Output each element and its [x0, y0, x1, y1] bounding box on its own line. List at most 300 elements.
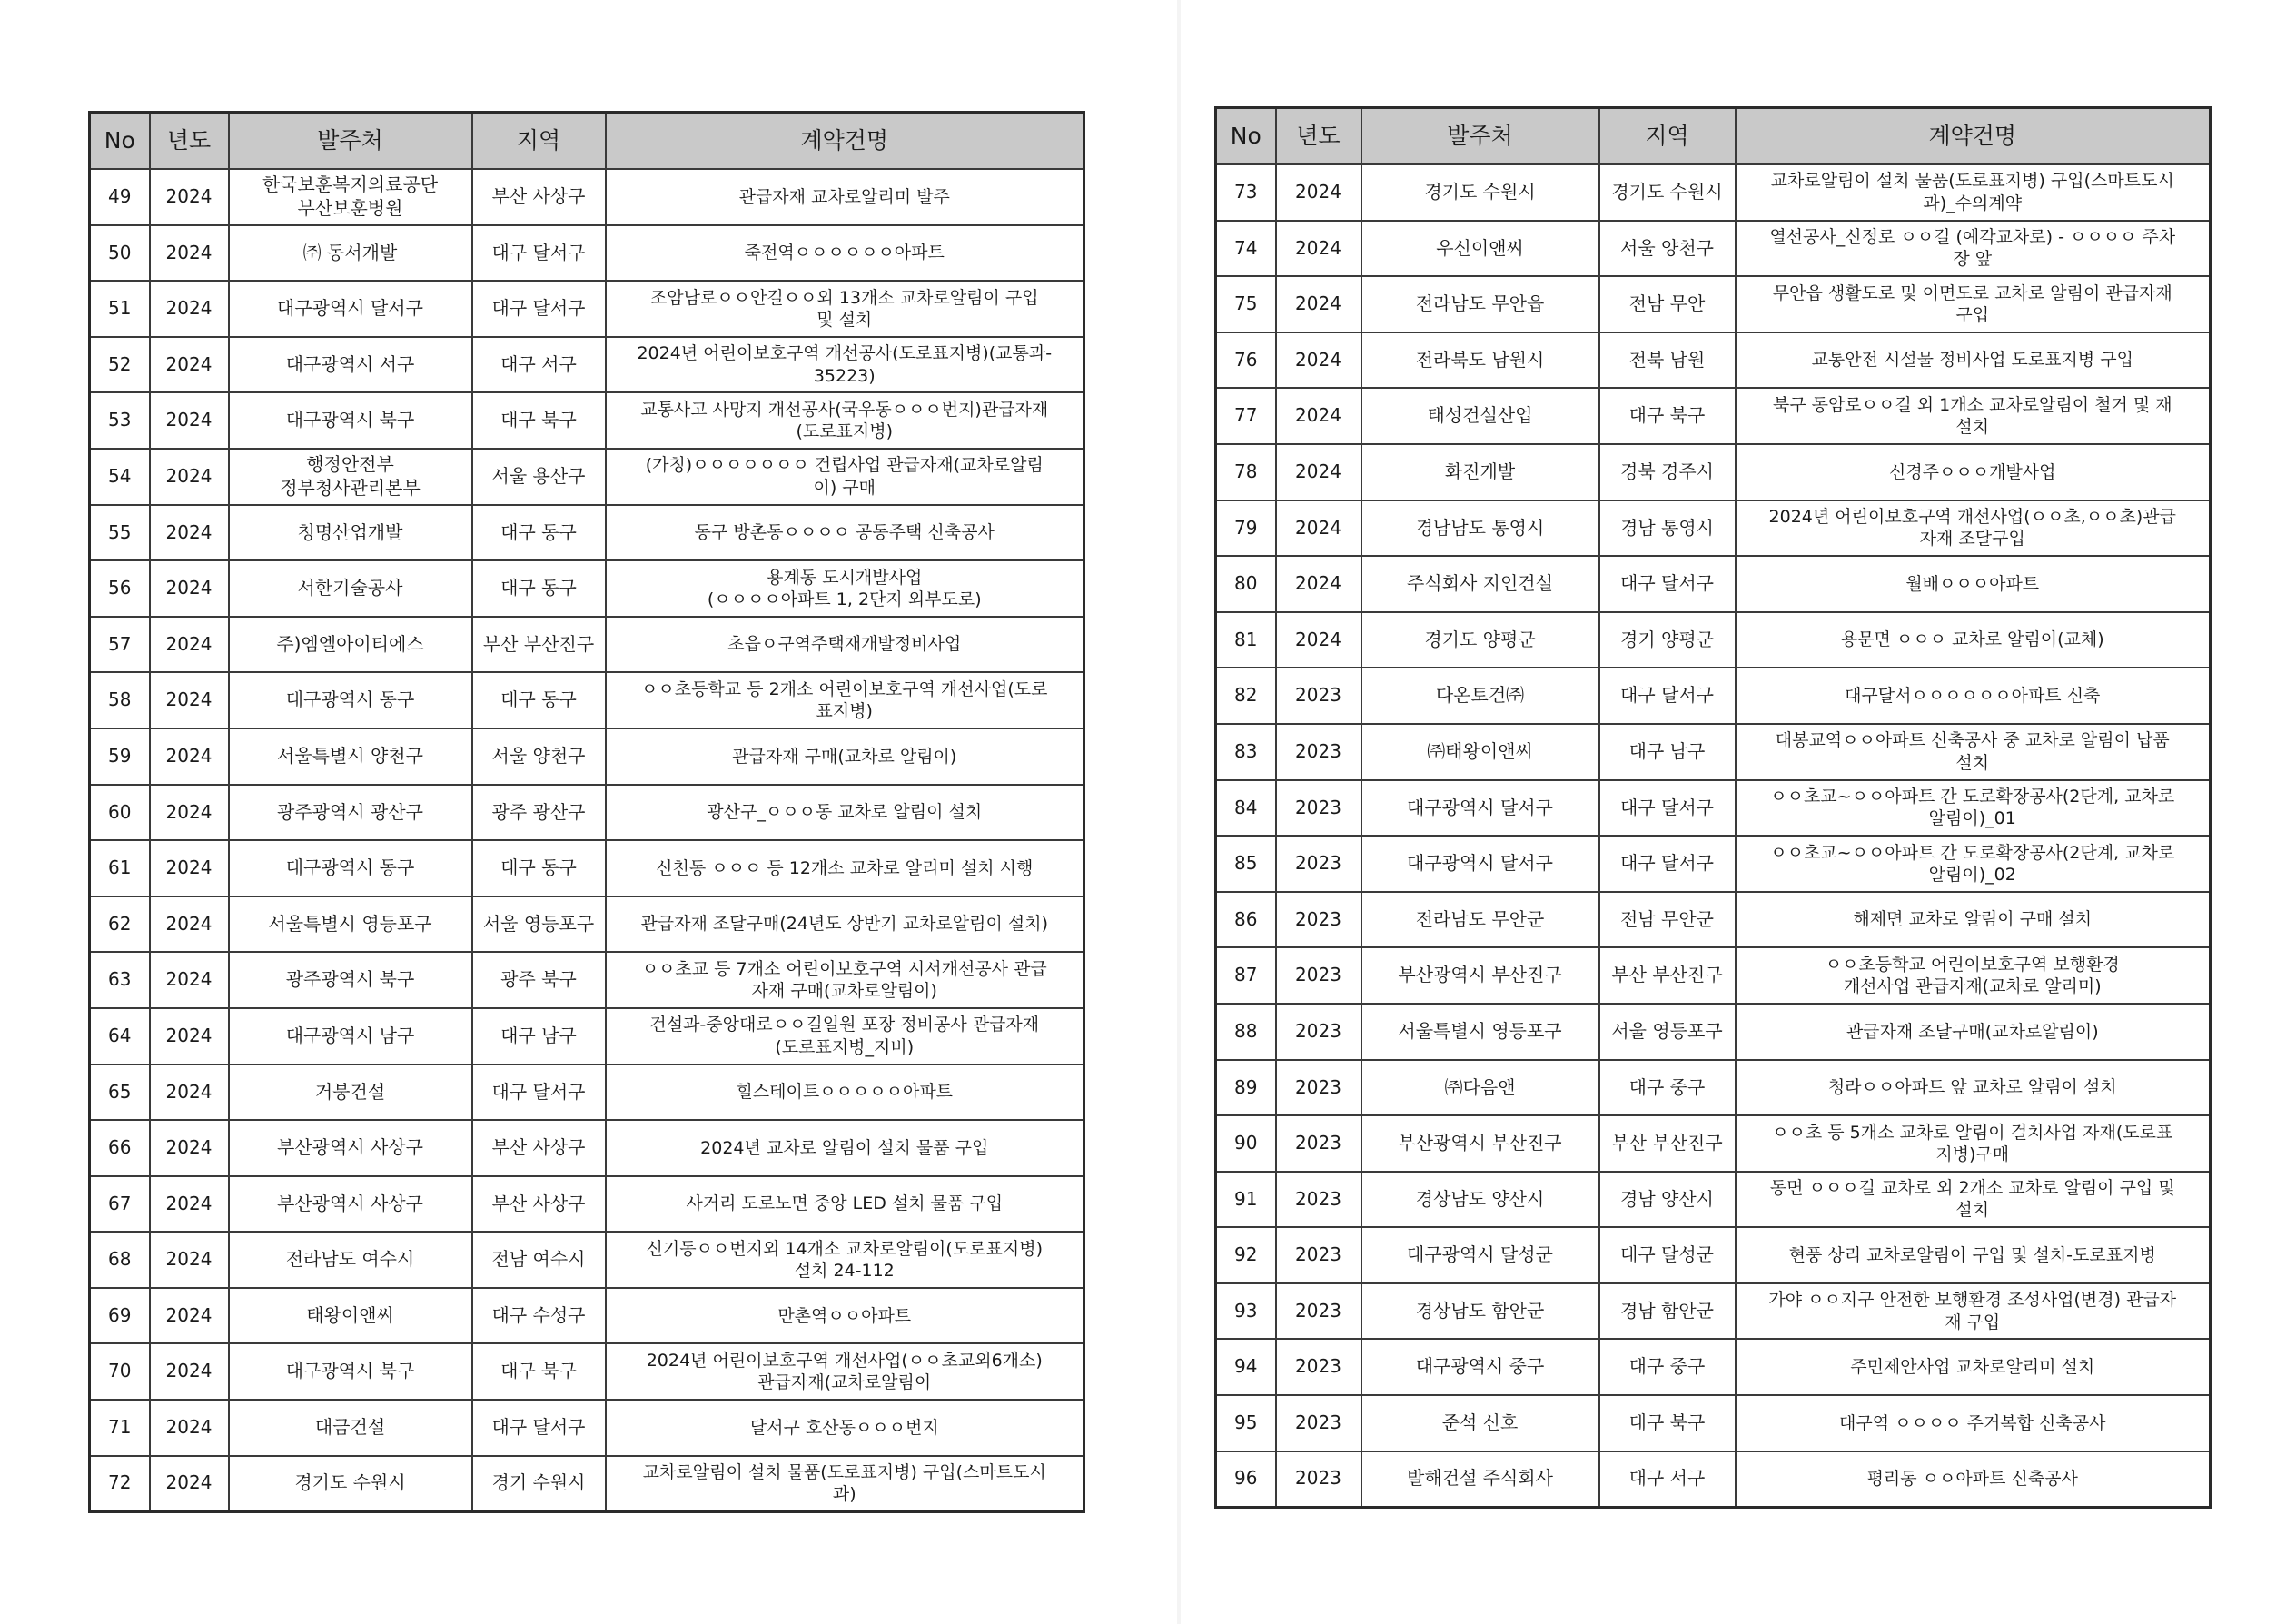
row-region: 전남 무안군: [1599, 892, 1736, 948]
row-region: 서울 양천구: [472, 728, 606, 785]
header-year: 년도: [1276, 108, 1361, 165]
row-contract: ㅇㅇ초교~ㅇㅇ아파트 간 도로확장공사(2단계, 교차로 알림이)_02: [1736, 836, 2211, 892]
row-no: 82: [1216, 668, 1276, 724]
row-client: 경기도 양평군: [1361, 612, 1599, 668]
row-region: 경기도 수원시: [1599, 164, 1736, 221]
row-client: 준석 신호: [1361, 1395, 1599, 1451]
row-client: 대구광역시 달서구: [1361, 780, 1599, 837]
row-region: 경남 함안군: [1599, 1283, 1736, 1340]
row-year: 2023: [1276, 1395, 1361, 1451]
row-region: 대구 달서구: [472, 1065, 606, 1121]
table-row: [1216, 500, 2211, 557]
table-row: [1216, 668, 2211, 724]
row-no: 68: [90, 1232, 150, 1288]
table-row: [90, 169, 1084, 225]
row-client: ㈜ 동서개발: [229, 225, 472, 282]
row-no: 65: [90, 1065, 150, 1121]
row-region: 부산 부산진구: [1599, 947, 1736, 1004]
table-row: [90, 1176, 1084, 1233]
row-no: 66: [90, 1120, 150, 1176]
table-row: [90, 1232, 1084, 1288]
row-contract: 2024년 교차로 알림이 설치 물품 구입: [606, 1120, 1084, 1176]
row-no: 60: [90, 785, 150, 841]
row-no: 94: [1216, 1339, 1276, 1395]
row-client: 경상남도 양산시: [1361, 1172, 1599, 1228]
header-no: No: [90, 113, 150, 170]
row-no: 83: [1216, 724, 1276, 780]
row-year: 2023: [1276, 947, 1361, 1004]
row-client: 태왕이앤씨: [229, 1288, 472, 1344]
row-client: 전라남도 여수시: [229, 1232, 472, 1288]
row-year: 2023: [1276, 1339, 1361, 1395]
row-client: 대구광역시 북구: [229, 392, 472, 449]
right-header-row: [1216, 108, 2211, 165]
row-client: 거붕건설: [229, 1065, 472, 1121]
row-year: 2024: [1276, 276, 1361, 332]
row-no: 53: [90, 392, 150, 449]
row-no: 73: [1216, 164, 1276, 221]
table-row: [90, 617, 1084, 673]
row-year: 2023: [1276, 1451, 1361, 1508]
row-year: 2024: [150, 896, 229, 953]
row-region: 대구 중구: [1599, 1339, 1736, 1395]
row-contract: 가야 ㅇㅇ지구 안전한 보행환경 조성사업(변경) 관급자 재 구입: [1736, 1283, 2211, 1340]
row-client: 한국보훈복지의료공단 부산보훈병원: [229, 169, 472, 225]
row-client: ㈜태왕이앤씨: [1361, 724, 1599, 780]
table-row: [1216, 221, 2211, 277]
table-row: [1216, 332, 2211, 389]
row-region: 대구 북구: [1599, 388, 1736, 444]
row-client: 대구광역시 남구: [229, 1008, 472, 1065]
row-no: 86: [1216, 892, 1276, 948]
row-no: 50: [90, 225, 150, 282]
row-region: 경남 양산시: [1599, 1172, 1736, 1228]
row-no: 76: [1216, 332, 1276, 389]
row-year: 2023: [1276, 1004, 1361, 1060]
row-contract: 무안읍 생활도로 및 이면도로 교차로 알림이 관급자재 구입: [1736, 276, 2211, 332]
table-row: [90, 785, 1084, 841]
row-client: 경기도 수원시: [1361, 164, 1599, 221]
row-client: 전라남도 무안군: [1361, 892, 1599, 948]
row-region: 대구 동구: [472, 560, 606, 617]
row-contract: 평리동 ㅇㅇ아파트 신축공사: [1736, 1451, 2211, 1508]
header-region: 지역: [472, 113, 606, 170]
row-region: 대구 달서구: [1599, 668, 1736, 724]
row-client: 주식회사 지인건설: [1361, 556, 1599, 612]
table-row: [90, 337, 1084, 393]
row-no: 92: [1216, 1227, 1276, 1283]
row-year: 2024: [150, 672, 229, 728]
row-contract: 북구 동암로ㅇㅇ길 외 1개소 교차로알림이 철거 및 재 설치: [1736, 388, 2211, 444]
row-contract: 사거리 도로노면 중앙 LED 설치 물품 구입: [606, 1176, 1084, 1233]
row-client: 대구광역시 달서구: [1361, 836, 1599, 892]
row-no: 49: [90, 169, 150, 225]
row-client: 서한기술공사: [229, 560, 472, 617]
left-contract-table: [88, 111, 1085, 1513]
table-row: [1216, 1004, 2211, 1060]
row-contract: 교통사고 사망지 개선공사(국우동ㅇㅇㅇ번지)관급자재 (도로표지병): [606, 392, 1084, 449]
row-region: 부산 부산진구: [1599, 1115, 1736, 1172]
header-year: 년도: [150, 113, 229, 170]
row-client: 부산광역시 사상구: [229, 1176, 472, 1233]
row-contract: 대구달서ㅇㅇㅇㅇㅇㅇ아파트 신축: [1736, 668, 2211, 724]
row-region: 부산 사상구: [472, 1120, 606, 1176]
row-contract: 관급자재 조달구매(24년도 상반기 교차로알림이 설치): [606, 896, 1084, 953]
table-row: [90, 896, 1084, 953]
row-year: 2024: [150, 225, 229, 282]
row-year: 2024: [1276, 332, 1361, 389]
row-no: 77: [1216, 388, 1276, 444]
row-year: 2024: [150, 449, 229, 505]
row-no: 89: [1216, 1060, 1276, 1116]
row-contract: 만촌역ㅇㅇ아파트: [606, 1288, 1084, 1344]
table-row: [90, 281, 1084, 337]
page-gutter: [1177, 0, 1181, 1624]
row-region: 전남 무안: [1599, 276, 1736, 332]
row-region: 경남 통영시: [1599, 500, 1736, 557]
row-year: 2023: [1276, 1060, 1361, 1116]
row-no: 91: [1216, 1172, 1276, 1228]
row-client: 대구광역시 북구: [229, 1343, 472, 1400]
row-no: 61: [90, 840, 150, 896]
header-region: 지역: [1599, 108, 1736, 165]
table-row: [1216, 164, 2211, 221]
row-client: 광주광역시 광산구: [229, 785, 472, 841]
row-no: 81: [1216, 612, 1276, 668]
row-no: 51: [90, 281, 150, 337]
header-no: No: [1216, 108, 1276, 165]
row-client: 부산광역시 부산진구: [1361, 1115, 1599, 1172]
row-region: 전남 여수시: [472, 1232, 606, 1288]
row-contract: 조암남로ㅇㅇ안길ㅇㅇ외 13개소 교차로알림이 구입 및 설치: [606, 281, 1084, 337]
row-year: 2023: [1276, 1227, 1361, 1283]
row-contract: 용문면 ㅇㅇㅇ 교차로 알림이(교체): [1736, 612, 2211, 668]
table-row: [90, 952, 1084, 1008]
row-year: 2024: [150, 1120, 229, 1176]
row-contract: 용계동 도시개발사업 (ㅇㅇㅇㅇ아파트 1, 2단지 외부도로): [606, 560, 1084, 617]
row-client: 대구광역시 달서구: [229, 281, 472, 337]
row-client: 행정안전부 정부청사관리본부: [229, 449, 472, 505]
row-no: 75: [1216, 276, 1276, 332]
header-contract: 계약건명: [1736, 108, 2211, 165]
row-contract: 건설과-중앙대로ㅇㅇ길일원 포장 정비공사 관급자재 (도로표지병_지비): [606, 1008, 1084, 1065]
row-contract: 신천동 ㅇㅇㅇ 등 12개소 교차로 알리미 설치 시행: [606, 840, 1084, 896]
row-region: 대구 북구: [472, 392, 606, 449]
row-year: 2024: [1276, 500, 1361, 557]
row-contract: 현풍 상리 교차로알림이 구입 및 설치-도로표지병: [1736, 1227, 2211, 1283]
table-row: [1216, 1115, 2211, 1172]
row-contract: 신기동ㅇㅇ번지외 14개소 교차로알림이(도로표지병) 설치 24-112: [606, 1232, 1084, 1288]
row-region: 대구 달서구: [1599, 780, 1736, 837]
row-contract: 달서구 호산동ㅇㅇㅇ번지: [606, 1400, 1084, 1456]
table-row: [90, 1456, 1084, 1512]
row-year: 2024: [1276, 556, 1361, 612]
row-year: 2024: [1276, 388, 1361, 444]
table-row: [1216, 388, 2211, 444]
row-year: 2024: [1276, 444, 1361, 500]
row-region: 서울 영등포구: [472, 896, 606, 953]
row-region: 대구 달서구: [472, 1400, 606, 1456]
row-region: 부산 사상구: [472, 1176, 606, 1233]
row-contract: (가칭)ㅇㅇㅇㅇㅇㅇㅇ 건립사업 관급자재(교차로알림 이) 구매: [606, 449, 1084, 505]
row-client: 화진개발: [1361, 444, 1599, 500]
table-row: [90, 505, 1084, 561]
row-contract: 대봉교역ㅇㅇ아파트 신축공사 중 교차로 알림이 납품 설치: [1736, 724, 2211, 780]
row-region: 대구 동구: [472, 672, 606, 728]
row-client: 대구광역시 중구: [1361, 1339, 1599, 1395]
row-region: 경북 경주시: [1599, 444, 1736, 500]
row-no: 63: [90, 952, 150, 1008]
row-client: 대구광역시 서구: [229, 337, 472, 393]
header-client: 발주처: [1361, 108, 1599, 165]
table-row: [1216, 1227, 2211, 1283]
row-region: 부산 사상구: [472, 169, 606, 225]
table-row: [1216, 1451, 2211, 1508]
row-contract: 해제면 교차로 알림이 구매 설치: [1736, 892, 2211, 948]
row-no: 55: [90, 505, 150, 561]
table-row: [90, 672, 1084, 728]
row-region: 서울 영등포구: [1599, 1004, 1736, 1060]
table-row: [90, 392, 1084, 449]
row-client: 전라남도 무안읍: [1361, 276, 1599, 332]
row-region: 경기 수원시: [472, 1456, 606, 1512]
row-client: 대구광역시 달성군: [1361, 1227, 1599, 1283]
table-row: [1216, 1172, 2211, 1228]
row-no: 85: [1216, 836, 1276, 892]
row-no: 95: [1216, 1395, 1276, 1451]
table-row: [90, 1343, 1084, 1400]
row-client: 경상남도 함안군: [1361, 1283, 1599, 1340]
table-row: [90, 1008, 1084, 1065]
row-year: 2023: [1276, 1283, 1361, 1340]
row-contract: 관급자재 구매(교차로 알림이): [606, 728, 1084, 785]
row-client: 발해건설 주식회사: [1361, 1451, 1599, 1508]
row-no: 67: [90, 1176, 150, 1233]
row-region: 대구 남구: [472, 1008, 606, 1065]
row-contract: 대구역 ㅇㅇㅇㅇ 주거복합 신축공사: [1736, 1395, 2211, 1451]
table-row: [1216, 724, 2211, 780]
table-row: [90, 1400, 1084, 1456]
row-contract: 신경주ㅇㅇㅇ개발사업: [1736, 444, 2211, 500]
row-year: 2024: [150, 1288, 229, 1344]
row-year: 2023: [1276, 1115, 1361, 1172]
row-contract: 월배ㅇㅇㅇ아파트: [1736, 556, 2211, 612]
row-client: 서울특별시 양천구: [229, 728, 472, 785]
row-client: 서울특별시 영등포구: [1361, 1004, 1599, 1060]
row-year: 2024: [150, 1008, 229, 1065]
row-region: 대구 남구: [1599, 724, 1736, 780]
row-no: 62: [90, 896, 150, 953]
table-row: [1216, 444, 2211, 500]
row-no: 72: [90, 1456, 150, 1512]
row-region: 대구 달서구: [1599, 836, 1736, 892]
row-no: 71: [90, 1400, 150, 1456]
row-region: 서울 양천구: [1599, 221, 1736, 277]
row-year: 2024: [150, 1232, 229, 1288]
row-contract: 동구 방촌동ㅇㅇㅇㅇ 공동주택 신축공사: [606, 505, 1084, 561]
row-region: 전북 남원: [1599, 332, 1736, 389]
row-year: 2024: [150, 728, 229, 785]
table-row: [1216, 1060, 2211, 1116]
row-region: 대구 수성구: [472, 1288, 606, 1344]
right-contract-table: [1214, 106, 2212, 1509]
table-row: [1216, 892, 2211, 948]
row-no: 78: [1216, 444, 1276, 500]
left-header-row: [90, 113, 1084, 170]
row-region: 대구 달서구: [1599, 556, 1736, 612]
table-row: [90, 1288, 1084, 1344]
row-year: 2024: [1276, 612, 1361, 668]
row-contract: 동면 ㅇㅇㅇ길 교차로 외 2개소 교차로 알림이 구입 및 설치: [1736, 1172, 2211, 1228]
row-contract: 관급자재 조달구매(교차로알림이): [1736, 1004, 2211, 1060]
row-client: 다온토건㈜: [1361, 668, 1599, 724]
row-year: 2024: [150, 1176, 229, 1233]
row-client: 우신이앤씨: [1361, 221, 1599, 277]
row-region: 서울 용산구: [472, 449, 606, 505]
row-no: 88: [1216, 1004, 1276, 1060]
row-region: 대구 서구: [472, 337, 606, 393]
row-year: 2023: [1276, 668, 1361, 724]
row-contract: 2024년 어린이보호구역 개선사업(ㅇㅇ초,ㅇㅇ초)관급 자재 조달구입: [1736, 500, 2211, 557]
row-no: 79: [1216, 500, 1276, 557]
row-year: 2024: [150, 281, 229, 337]
row-contract: 교차로알림이 설치 물품(도로표지병) 구입(스마트도시 과)_수의계약: [1736, 164, 2211, 221]
row-contract: ㅇㅇ초교~ㅇㅇ아파트 간 도로확장공사(2단계, 교차로 알림이)_01: [1736, 780, 2211, 837]
row-region: 대구 중구: [1599, 1060, 1736, 1116]
row-year: 2024: [150, 785, 229, 841]
row-year: 2024: [150, 617, 229, 673]
table-row: [90, 728, 1084, 785]
row-region: 부산 부산진구: [472, 617, 606, 673]
row-year: 2024: [150, 1400, 229, 1456]
row-region: 대구 서구: [1599, 1451, 1736, 1508]
row-year: 2024: [150, 505, 229, 561]
table-row: [90, 449, 1084, 505]
row-year: 2024: [150, 169, 229, 225]
row-contract: 열선공사_신정로 ㅇㅇ길 (예각교차로) - ㅇㅇㅇㅇ 주차 장 앞: [1736, 221, 2211, 277]
row-contract: ㅇㅇ초등학교 어린이보호구역 보행환경 개선사업 관급자재(교차로 알리미): [1736, 947, 2211, 1004]
table-row: [1216, 780, 2211, 837]
row-region: 대구 달성군: [1599, 1227, 1736, 1283]
row-client: 서울특별시 영등포구: [229, 896, 472, 953]
row-client: 경남남도 통영시: [1361, 500, 1599, 557]
row-contract: 2024년 어린이보호구역 개선공사(도로표지병)(교통과- 35223): [606, 337, 1084, 393]
table-row: [1216, 556, 2211, 612]
row-contract: 교차로알림이 설치 물품(도로표지병) 구입(스마트도시 과): [606, 1456, 1084, 1512]
header-contract: 계약건명: [606, 113, 1084, 170]
row-client: 태성건설산업: [1361, 388, 1599, 444]
row-region: 대구 동구: [472, 505, 606, 561]
row-no: 52: [90, 337, 150, 393]
row-region: 대구 동구: [472, 840, 606, 896]
row-no: 74: [1216, 221, 1276, 277]
row-year: 2024: [150, 560, 229, 617]
row-no: 58: [90, 672, 150, 728]
row-contract: ㅇㅇ초 등 5개소 교차로 알림이 걸치사업 자재(도로표 지병)구매: [1736, 1115, 2211, 1172]
row-region: 대구 달서구: [472, 281, 606, 337]
row-contract: ㅇㅇ초등학교 등 2개소 어린이보호구역 개선사업(도로 표지병): [606, 672, 1084, 728]
row-contract: 교통안전 시설물 정비사업 도로표지병 구입: [1736, 332, 2211, 389]
row-year: 2024: [150, 1065, 229, 1121]
header-client: 발주처: [229, 113, 472, 170]
row-region: 광주 북구: [472, 952, 606, 1008]
row-year: 2024: [1276, 164, 1361, 221]
row-year: 2024: [150, 337, 229, 393]
row-no: 80: [1216, 556, 1276, 612]
table-row: [90, 560, 1084, 617]
row-year: 2023: [1276, 836, 1361, 892]
row-client: 대구광역시 동구: [229, 672, 472, 728]
row-no: 70: [90, 1343, 150, 1400]
row-no: 54: [90, 449, 150, 505]
row-client: 부산광역시 부산진구: [1361, 947, 1599, 1004]
row-contract: 주민제안사업 교차로알리미 설치: [1736, 1339, 2211, 1395]
row-year: 2023: [1276, 1172, 1361, 1228]
row-client: 주)엠엘아이티에스: [229, 617, 472, 673]
row-no: 56: [90, 560, 150, 617]
row-no: 84: [1216, 780, 1276, 837]
row-no: 69: [90, 1288, 150, 1344]
row-year: 2024: [150, 1343, 229, 1400]
row-contract: ㅇㅇ초교 등 7개소 어린이보호구역 시서개선공사 관급 자재 구매(교차로알림이): [606, 952, 1084, 1008]
table-row: [90, 840, 1084, 896]
row-no: 59: [90, 728, 150, 785]
row-year: 2024: [150, 1456, 229, 1512]
table-row: [1216, 1283, 2211, 1340]
row-client: 청명산업개발: [229, 505, 472, 561]
row-contract: 2024년 어린이보호구역 개선사업(ㅇㅇ초교외6개소) 관급자재(교차로알림이: [606, 1343, 1084, 1400]
row-client: 전라북도 남원시: [1361, 332, 1599, 389]
row-region: 대구 북구: [472, 1343, 606, 1400]
row-year: 2024: [150, 840, 229, 896]
row-no: 57: [90, 617, 150, 673]
row-contract: 죽전역ㅇㅇㅇㅇㅇㅇ아파트: [606, 225, 1084, 282]
row-contract: 힐스테이트ㅇㅇㅇㅇㅇ아파트: [606, 1065, 1084, 1121]
row-contract: 청라ㅇㅇ아파트 앞 교차로 알림이 설치: [1736, 1060, 2211, 1116]
row-client: ㈜다음앤: [1361, 1060, 1599, 1116]
table-row: [90, 1120, 1084, 1176]
table-row: [1216, 947, 2211, 1004]
row-client: 광주광역시 북구: [229, 952, 472, 1008]
row-region: 대구 북구: [1599, 1395, 1736, 1451]
row-year: 2024: [150, 392, 229, 449]
row-year: 2023: [1276, 724, 1361, 780]
row-no: 64: [90, 1008, 150, 1065]
row-client: 대구광역시 동구: [229, 840, 472, 896]
row-no: 96: [1216, 1451, 1276, 1508]
row-year: 2023: [1276, 892, 1361, 948]
row-client: 대금건설: [229, 1400, 472, 1456]
row-no: 87: [1216, 947, 1276, 1004]
row-region: 대구 달서구: [472, 225, 606, 282]
row-year: 2023: [1276, 780, 1361, 837]
row-client: 부산광역시 사상구: [229, 1120, 472, 1176]
table-row: [90, 225, 1084, 282]
row-no: 93: [1216, 1283, 1276, 1340]
row-no: 90: [1216, 1115, 1276, 1172]
table-row: [1216, 1339, 2211, 1395]
row-contract: 관급자재 교차로알리미 발주: [606, 169, 1084, 225]
row-region: 광주 광산구: [472, 785, 606, 841]
table-row: [1216, 612, 2211, 668]
table-row: [1216, 276, 2211, 332]
row-contract: 광산구_ㅇㅇㅇ동 교차로 알림이 설치: [606, 785, 1084, 841]
row-year: 2024: [1276, 221, 1361, 277]
table-row: [1216, 1395, 2211, 1451]
row-region: 경기 양평군: [1599, 612, 1736, 668]
row-client: 경기도 수원시: [229, 1456, 472, 1512]
row-contract: 초읍ㅇ구역주택재개발정비사업: [606, 617, 1084, 673]
